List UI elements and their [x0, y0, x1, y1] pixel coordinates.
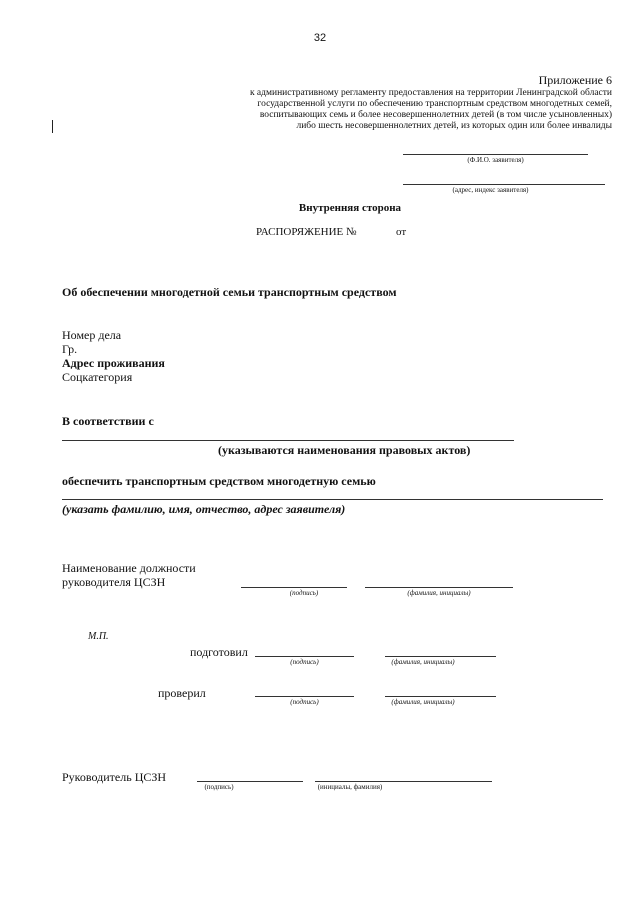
margin-mark	[52, 120, 53, 133]
legal-acts-line	[62, 440, 514, 441]
director-name-line	[315, 781, 492, 782]
address-label: Адрес проживания	[62, 356, 165, 370]
applicant-details-line	[62, 499, 603, 500]
applicant-fio-line	[403, 154, 588, 155]
pursuant-label: В соответствии с	[62, 414, 154, 428]
prepared-name-caption: (фамилия, инициалы)	[391, 658, 455, 666]
appendix-line: либо шесть несовершеннолетних детей, из которых один или более инвалиды	[296, 121, 612, 131]
order-title: РАСПОРЯЖЕНИЕ №	[256, 226, 357, 238]
applicant-address-line	[403, 184, 605, 185]
checked-label: проверил	[158, 686, 206, 700]
director-label: Руководитель ЦСЗН	[62, 770, 167, 784]
citizen-label: Гр.	[62, 342, 78, 356]
checked-name-line	[385, 696, 496, 697]
checked-signature-line	[255, 696, 354, 697]
director-name-caption: (инициалы, фамилия)	[317, 783, 383, 791]
prepared-label: подготовил	[190, 645, 248, 659]
side-label: Внутренняя сторона	[298, 202, 402, 214]
head-name-caption: (фамилия, инициалы)	[407, 589, 471, 597]
order-date-label: от	[396, 226, 407, 238]
head-signature-caption: (подпись)	[289, 589, 319, 597]
head-signature-line	[241, 587, 347, 588]
head-position-label: Наименование должности	[62, 561, 196, 575]
head-name-line	[365, 587, 513, 588]
prepared-name-line	[385, 656, 496, 657]
legal-acts-hint: (указываются наименования правовых актов)	[218, 443, 471, 457]
head-position-label: руководителя ЦСЗН	[62, 575, 166, 589]
prepared-signature-caption: (подпись)	[290, 658, 319, 666]
social-category-label: Соцкатегория	[62, 370, 133, 384]
prepared-signature-line	[255, 656, 354, 657]
document-subject: Об обеспечении многодетной семьи транспортным средством	[62, 285, 397, 299]
appendix-line: воспитывающих семь и более несовершеннолетних детей (в том числе усыновленных)	[259, 110, 612, 120]
appendix-title: Приложение 6	[538, 73, 612, 87]
applicant-address-caption: (адрес, индекс заявителя)	[452, 186, 529, 194]
applicant-fio-caption: (Ф.И.О. заявителя)	[467, 156, 524, 164]
appendix-line: к административному регламенту предоставления на территории Ленинградской области	[249, 88, 612, 98]
stamp-mark: М.П.	[88, 631, 109, 642]
provide-label: обеспечить транспортным средством многодетную семью	[62, 474, 376, 488]
director-signature-line	[197, 781, 303, 782]
checked-signature-caption: (подпись)	[290, 698, 319, 706]
applicant-details-hint: (указать фамилию, имя, отчество, адрес заявителя)	[62, 502, 346, 516]
case-number-label: Номер дела	[62, 328, 122, 342]
checked-name-caption: (фамилия, инициалы)	[391, 698, 455, 706]
director-signature-caption: (подпись)	[204, 783, 234, 791]
page-number: 32	[313, 32, 327, 44]
appendix-line: государственной услуги по обеспечению транспортным средством многодетных семей,	[257, 99, 612, 109]
